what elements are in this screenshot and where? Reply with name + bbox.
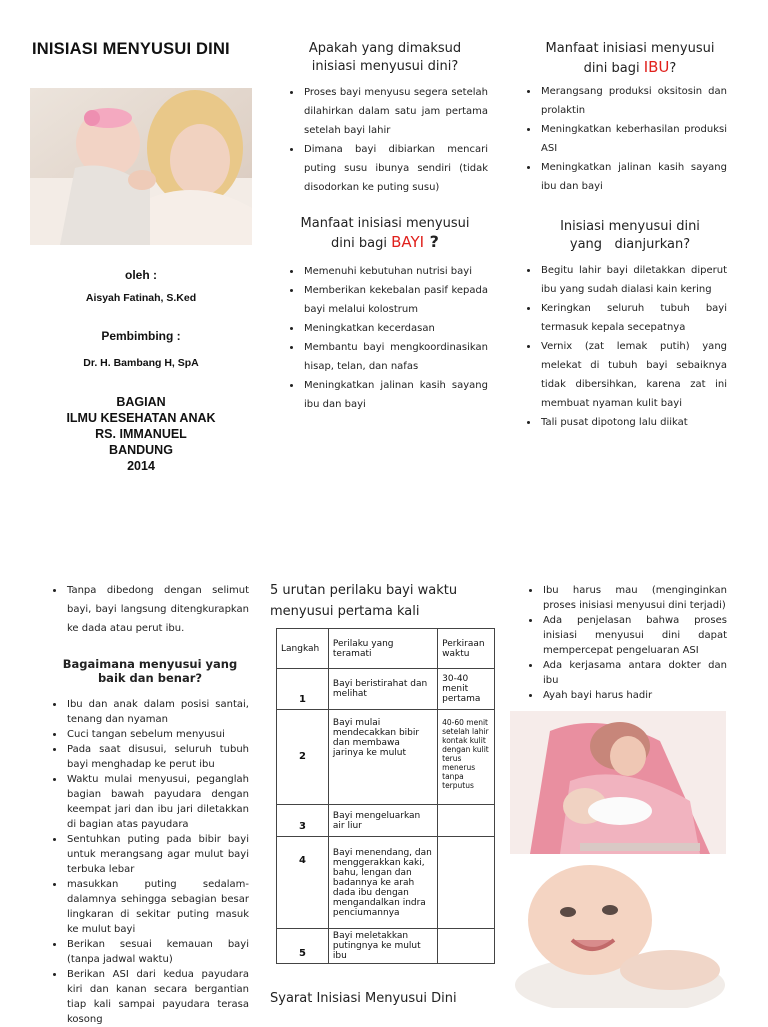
advisor-name: Dr. H. Bambang H, SpA — [83, 357, 199, 369]
list-item: • Berikan sesuai kemauan bayi (tanpa jadwal waktu) — [65, 937, 249, 967]
list-item: • Memenuhi kebutuhan nutrisi bayi — [302, 262, 488, 281]
brochure-title: INISIASI MENYUSUI DINI — [32, 40, 230, 58]
behavior-steps-heading: 5 urutan perilaku bayi waktu menyusui pertama kali — [270, 583, 458, 619]
list-item: • Meningkatkan keberhasilan produksi ASI — [539, 120, 727, 158]
list-item: • Tali pusat dipotong lalu diikat — [539, 413, 727, 432]
list-item: • Meningkatkan jalinan kasih sayang ibu dan bayi — [302, 376, 488, 414]
baby-benefits-list — [284, 262, 488, 414]
dept-line: RS. IMMANUEL — [95, 427, 187, 441]
continuation-list — [47, 581, 249, 638]
list-item: • Waktu mulai menyusui, peganglah bagian bawah payudara dengan keempat jari dan ibu jari diletakkan di bagian atas payudara — [65, 772, 249, 832]
breastfeeding-illustration — [510, 711, 726, 854]
how-to-breastfeed-heading: Bagaimana menyusui yang baik dan benar? — [62, 657, 238, 685]
department-block — [30, 394, 252, 474]
list-item: • Ibu dan anak dalam posisi santai, tenang dan nyaman — [65, 697, 249, 727]
recommended-imd-heading: Inisiasi menyusui dini yang dianjurkan? — [560, 219, 700, 252]
list-item: • Ada penjelasan bahwa proses inisiasi menyusui dini dapat mempercepat pengeluaran ASI — [541, 613, 727, 658]
behavior-steps-table — [276, 628, 495, 964]
table-header-row: Langkah Perilaku yang teramati Perkiraan waktu — [277, 629, 495, 669]
list-item: • Berikan ASI dari kedua payudara kiri dan kanan secara bergantian tiap kali sampai payudara terasa kosong — [65, 967, 249, 1027]
requirements-heading: Syarat Inisiasi Menyusui Dini — [270, 991, 457, 1006]
mother-baby-photo — [30, 88, 252, 245]
list-item: • Membantu bayi mengkoordinasikan hisap, telan, dan nafas — [302, 338, 488, 376]
list-item: • Meningkatkan jalinan kasih sayang ibu dan bayi — [539, 158, 727, 196]
author-name: Aisyah Fatinah, S.Ked — [85, 292, 197, 304]
mother-benefits-list — [521, 82, 727, 196]
list-item: • Ada kerjasama antara dokter dan ibu — [541, 658, 727, 688]
table-row: 1 Bayi beristirahat dan melihat 30-40 menit pertama — [277, 669, 495, 710]
by-label: oleh : — [125, 268, 157, 282]
dept-line: BAGIAN — [116, 395, 166, 409]
table-row: 2 Bayi mulai mendecakkan bibir dan membawa jarinya ke mulut 40-60 menit setelah lahir kontak kulit dengan kulit terus menerus tanpa terputus — [277, 710, 495, 805]
list-item: • Begitu lahir bayi diletakkan diperut ibu yang sudah dialasi kain kering — [539, 261, 727, 299]
list-item: • Meningkatkan kecerdasan — [302, 319, 488, 338]
what-is-imd-heading: Apakah yang dimaksud inisiasi menyusui dini? — [308, 41, 462, 74]
list-item: • Proses bayi menyusu segera setelah dilahirkan dalam satu jam pertama setelah bayi lahir — [302, 83, 488, 140]
list-item: • masukkan puting sedalam-dalamnya sehingga sebagian besar lingkaran di sekitar puting masuk ke mulut bayi — [65, 877, 249, 937]
advisor-label: Pembimbing : — [101, 329, 181, 343]
recommended-imd-list — [521, 261, 727, 432]
list-item: • Sentuhkan puting pada bibir bayi untuk merangsang agar mulut bayi terbuka lebar — [65, 832, 249, 877]
smiling-baby-photo — [510, 860, 726, 1008]
table-row: 3 Bayi mengeluarkan air liur — [277, 805, 495, 837]
list-item: • Memberikan kekebalan pasif kepada bayi melalui kolostrum — [302, 281, 488, 319]
mother-benefits-heading: Manfaat inisiasi menyusui dini bagi IBU? — [545, 41, 715, 76]
how-to-breastfeed-list — [47, 697, 249, 1027]
list-item: • Ibu harus mau (menginginkan proses inisiasi menyusui dini terjadi) — [541, 583, 727, 613]
list-item: • Cuci tangan sebelum menyusui — [65, 727, 249, 742]
dept-line: 2014 — [127, 459, 155, 473]
list-item: • Pada saat disusui, seluruh tubuh bayi menghadap ke perut ibu — [65, 742, 249, 772]
dept-line: BANDUNG — [109, 443, 173, 457]
list-item: • Vernix (zat lemak putih) yang melekat di tubuh bayi sebaiknya tidak dibersihkan, karena zat ini membuat nyaman kulit bayi — [539, 337, 727, 413]
baby-benefits-heading: Manfaat inisiasi menyusui dini bagi BAYI ? — [300, 216, 470, 251]
what-is-imd-list — [284, 83, 488, 197]
list-item: • Merangsang produksi oksitosin dan prolaktin — [539, 82, 727, 120]
list-item: • Keringkan seluruh tubuh bayi termasuk kepala secepatnya — [539, 299, 727, 337]
list-item: • Ayah bayi harus hadir — [541, 688, 727, 703]
table-row: 5 Bayi meletakkan putingnya ke mulut ibu — [277, 929, 495, 964]
requirements-list — [523, 583, 727, 703]
table-row: 4 Bayi menendang, dan menggerakkan kaki, bahu, lengan dan badannya ke arah dada ibu dengan mengandalkan indra penciumannya — [277, 837, 495, 929]
dept-line: ILMU KESEHATAN ANAK — [66, 411, 216, 425]
list-item: • Dimana bayi dibiarkan mencari puting susu ibunya sendiri (tidak disodorkan ke puting susu) — [302, 140, 488, 197]
list-item: • Tanpa dibedong dengan selimut bayi, bayi langsung ditengkurapkan ke dada atau perut ibu. — [65, 581, 249, 638]
